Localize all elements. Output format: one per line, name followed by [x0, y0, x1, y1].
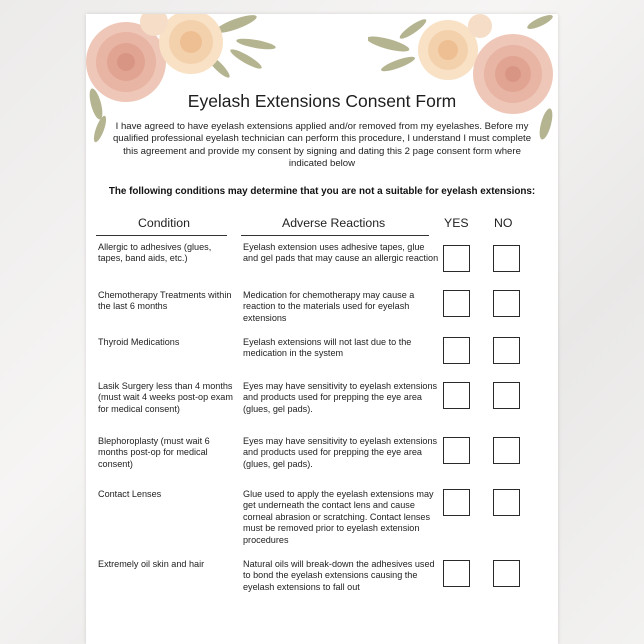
- yes-checkbox[interactable]: [443, 489, 470, 516]
- no-checkbox[interactable]: [493, 290, 520, 317]
- header-divider-adverse: [241, 235, 429, 236]
- yes-checkbox[interactable]: [443, 382, 470, 409]
- no-checkbox[interactable]: [493, 382, 520, 409]
- adverse-reaction-cell: Eyelash extension uses adhesive tapes, glue and gel pads that may cause an allergic reaction: [243, 242, 439, 264]
- adverse-reaction-cell: Medication for chemotherapy may cause a reaction to the materials used for eyelash extensions: [243, 290, 415, 323]
- header-yes: YES: [444, 216, 469, 230]
- no-checkbox[interactable]: [493, 437, 520, 464]
- yes-checkbox[interactable]: [443, 560, 470, 587]
- adverse-reaction-cell: Natural oils will break-down the adhesives used to bond the eyelash extensions causing the eyelash extensions to fall out: [243, 559, 435, 592]
- condition-cell: Lasik Surgery less than 4 months (must wait 4 weeks post-op exam for medical consent): [98, 381, 233, 414]
- adverse-reaction-cell: Eyes may have sensitivity to eyelash extensions and products used for prepping the eye area (glues, gel pads).: [243, 436, 438, 469]
- condition-cell: Blephoroplasty (must wait 6 months post-op for medical consent): [98, 436, 210, 469]
- consent-form-sheet: [86, 14, 558, 644]
- form-intro-text: I have agreed to have eyelash extensions applied and/or removed from my eyelashes. Before my qualified professional eyelash technician can perform this procedure, I understand I must complete this agreement and provide my consent by signing and dating this 2 page consent form where indicated below: [112, 121, 532, 170]
- yes-checkbox[interactable]: [443, 245, 470, 272]
- no-checkbox[interactable]: [493, 560, 520, 587]
- conditions-warning: The following conditions may determine that you are not a suitable for eyelash extensions:: [108, 186, 536, 197]
- no-checkbox[interactable]: [493, 489, 520, 516]
- condition-cell: Contact Lenses: [98, 489, 162, 499]
- header-adverse-reactions: Adverse Reactions: [282, 216, 386, 230]
- yes-checkbox[interactable]: [443, 337, 470, 364]
- condition-cell: Allergic to adhesives (glues, tapes, band aids, etc.): [98, 242, 212, 264]
- yes-checkbox[interactable]: [443, 290, 470, 317]
- form-title: Eyelash Extensions Consent Form: [187, 91, 457, 111]
- condition-cell: Extremely oil skin and hair: [98, 559, 205, 569]
- adverse-reaction-cell: Eyes may have sensitivity to eyelash extensions and products used for prepping the eye area (glues, gel pads).: [243, 381, 438, 414]
- header-divider-condition: [96, 235, 227, 236]
- condition-cell: Thyroid Medications: [98, 337, 180, 347]
- adverse-reaction-cell: Glue used to apply the eyelash extensions may get underneath the contact lens and cause corneal abrasion or scratching. Contact lenses must be removed prior to eyelash extension procedures: [243, 489, 434, 545]
- header-condition: Condition: [138, 216, 190, 230]
- no-checkbox[interactable]: [493, 337, 520, 364]
- condition-cell: Chemotherapy Treatments within the last 6 months: [98, 290, 232, 312]
- header-no: NO: [494, 216, 513, 230]
- yes-checkbox[interactable]: [443, 437, 470, 464]
- no-checkbox[interactable]: [493, 245, 520, 272]
- adverse-reaction-cell: Eyelash extensions will not last due to the medication in the system: [243, 337, 412, 359]
